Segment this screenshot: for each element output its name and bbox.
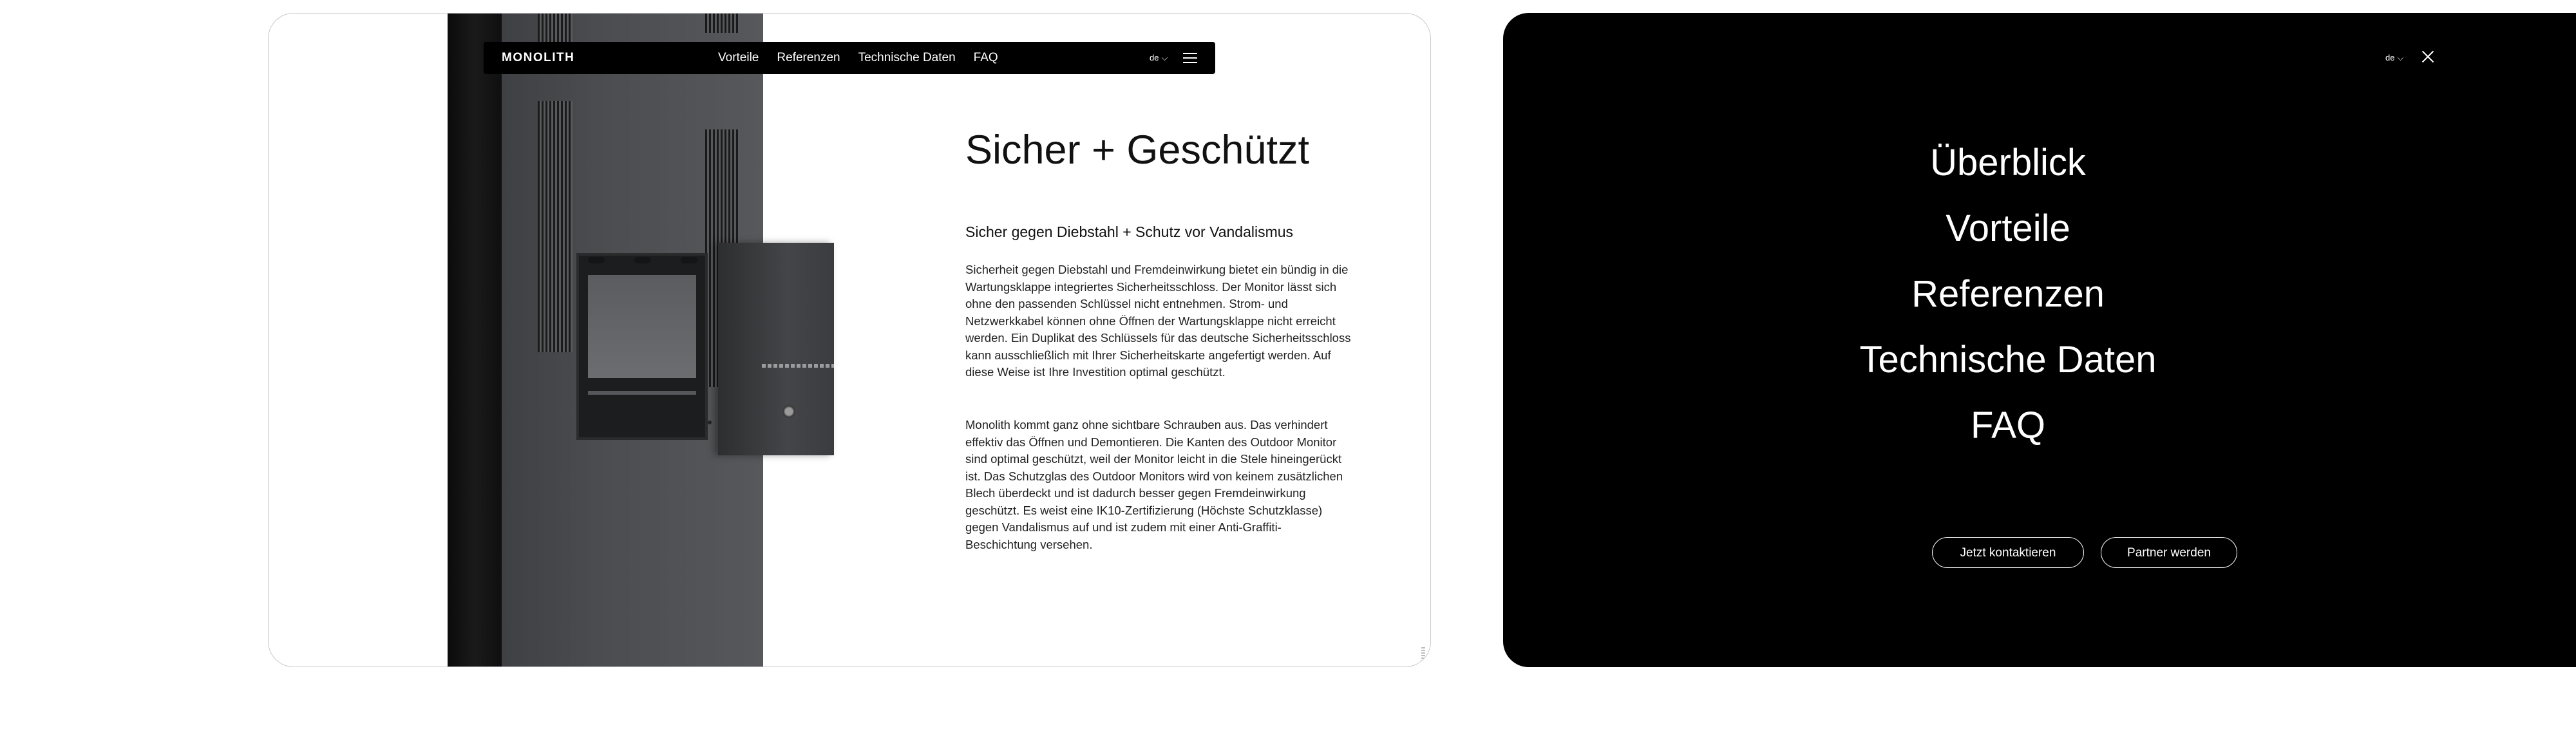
top-navigation-bar xyxy=(484,42,1215,74)
product-image xyxy=(448,14,763,667)
menu-item-referenzen[interactable]: Referenzen xyxy=(1911,273,2105,315)
maintenance-cavity xyxy=(576,253,708,440)
menu-overlay xyxy=(1503,13,2576,667)
menu-item-faq[interactable]: FAQ xyxy=(1970,404,2046,446)
nav-link-vorteile[interactable]: Vorteile xyxy=(718,51,759,64)
chevron-down-icon: ⌵ xyxy=(1161,53,1168,62)
menu-item-ueberblick[interactable]: Überblick xyxy=(1930,142,2086,184)
security-lock xyxy=(782,405,795,418)
nav-links xyxy=(718,51,998,65)
cable-slots xyxy=(576,253,705,266)
stele-edge xyxy=(448,14,502,667)
monitor-mount xyxy=(588,275,696,378)
section-title: Sicher + Geschützt xyxy=(965,128,1309,173)
door-label-plate xyxy=(762,364,834,368)
overlay-language-switcher[interactable] xyxy=(2385,53,2403,63)
partner-button[interactable]: Partner werden xyxy=(2101,537,2237,568)
mount-rail xyxy=(588,391,696,395)
nav-link-technische-daten[interactable]: Technische Daten xyxy=(858,51,956,64)
vent-grille-left xyxy=(538,101,573,352)
vertical-caption xyxy=(1421,647,1425,667)
vent-grille-top xyxy=(538,14,573,43)
language-code: de xyxy=(1150,53,1159,62)
body-paragraph-1: Sicherheit gegen Diebstahl und Fremdeinwirkung bietet ein bündig in die Wartungsklappe integriertes Sicherheitsschloss. Der Monitor lässt sich ohne den passenden Schlüssel nicht entnehmen. Strom- und Netzwerkkabel können ohne Öffnen der Wartungsklappe nicht erreicht werden. Ein Duplikat des Schlüssels für das deutsche Sicherheitsschloss kann ausschließlich mit Ihrer Sicherheitskarte angefertigt werden. Auf diese Weise ist Ihre Investition optimal geschützt. xyxy=(965,263,1351,379)
content-page-card xyxy=(268,13,1431,667)
pin xyxy=(708,421,712,424)
nav-link-faq[interactable]: FAQ xyxy=(973,51,998,64)
chevron-down-icon: ⌵ xyxy=(2397,53,2404,62)
close-icon[interactable] xyxy=(2420,49,2436,64)
brand-logo[interactable]: MONOLITH xyxy=(502,51,575,64)
body-paragraph-2: Monolith kommt ganz ohne sichtbare Schrauben aus. Das verhindert effektiv das Öffnen und Demontieren. Die Kanten des Outdoor Monitor sind optimal geschützt, weil der Monitor leicht in die Stele hineingerückt ist. Das Schutzglas des Outdoor Monitors wird von keinem zusätzlichen Blech überdeckt und ist dadurch besser gegen Fremdeinwirkung geschützt. Es weist eine IK10-Zertifizierung (Höchste Schutzklasse) gegen Vandalismus auf und ist zudem mit einer Anti-Graffiti-Beschichtung versehen. xyxy=(965,418,1343,551)
language-switcher[interactable] xyxy=(1150,53,1168,63)
menu-item-technische-daten[interactable]: Technische Daten xyxy=(1859,339,2157,381)
vent-grille-top-right xyxy=(705,14,740,33)
nav-link-referenzen[interactable]: Referenzen xyxy=(777,51,840,64)
hamburger-icon[interactable] xyxy=(1183,52,1197,64)
overlay-language-code: de xyxy=(2385,53,2395,62)
menu-item-vorteile[interactable]: Vorteile xyxy=(1946,207,2070,249)
maintenance-door xyxy=(718,243,834,455)
contact-button[interactable]: Jetzt kontaktieren xyxy=(1932,537,2084,568)
overlay-menu-list xyxy=(1503,130,2513,459)
section-subtitle: Sicher gegen Diebstahl + Schutz vor Vandalismus xyxy=(965,223,1294,240)
